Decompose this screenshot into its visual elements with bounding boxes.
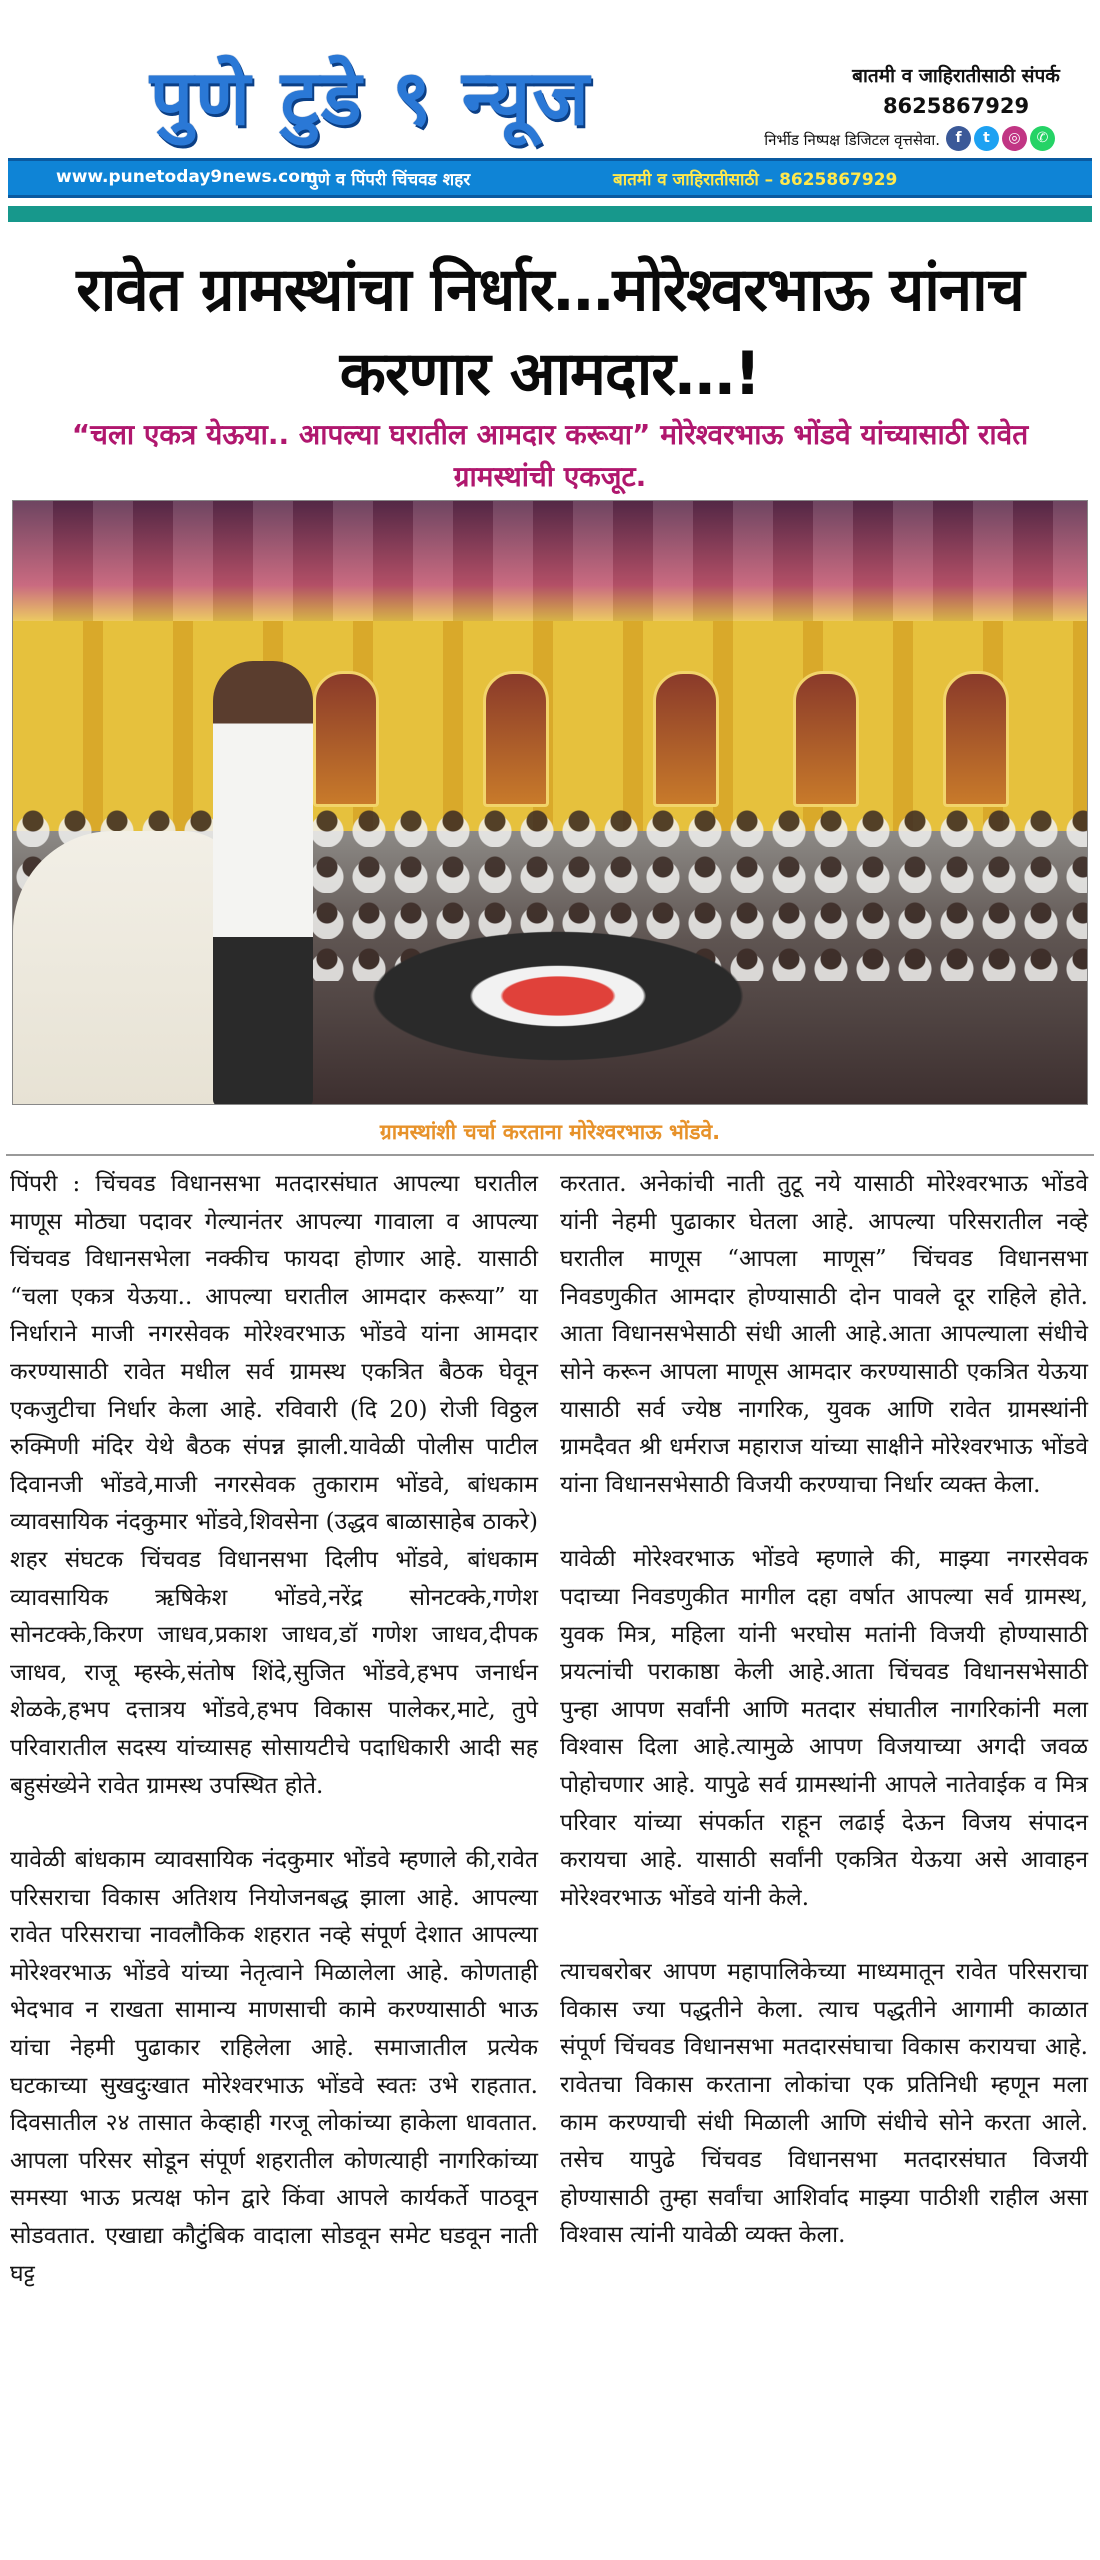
info-bar	[8, 158, 1092, 198]
instagram-icon[interactable]: ◎	[1002, 126, 1027, 151]
article-paragraph: पिंपरी : चिंचवड विधानसभा मतदारसंघात आपल्या घरातील माणूस मोठ्या पदावर गेल्यानंतर आपल्या गावाला व आपल्या चिंचवड विधानसभेला नक्कीच फायदा होणार आहे. यासाठी “चला एकत्र येऊया.. आपल्या घरातील आमदार करूया” या निर्धाराने माजी नगरसेवक मोरेश्वरभाऊ भोंडवे यांना आमदार करण्यासाठी रावेत मधील सर्व ग्रामस्थ एकत्रित बैठक घेवून एकजुटीचा निर्धार केला आहे. रविवारी (दि 20) रोजी विठ्ठल रुक्मिणी मंदिर येथे बैठक संपन्न झाली.यावेळी पोलीस पाटील दिवानजी भोंडवे,माजी नगरसेवक तुकाराम भोंडवे, बांधकाम व्यावसायिक नंदकुमार भोंडवे,शिवसेना (उद्धव बाळासाहेब ठाकरे) शहर संघटक चिंचवड विधानसभा दिलीप भोंडवे, बांधकाम व्यावसायिक ऋषिकेश भोंडवे,नरेंद्र सोनटक्के,गणेश सोनटक्के,किरण जाधव,प्रकाश जाधव,डॉ गणेश जाधव,दीपक जाधव, राजू म्हस्के,संतोष शिंदे,सुजित भोंडवे,हभप जनार्धन शेळके,हभप दत्तात्रय भोंडवे,हभप विकास पालेकर,माटे, तुपे परिवारातील सदस्य यांच्यासह सोसायटीचे पदाधिकारी आदी सह बहुसंख्येने रावेत ग्रामस्थ उपस्थित होते.	[10, 1171, 538, 1799]
article-column-right	[560, 1166, 1088, 2292]
divider-line	[6, 1154, 1094, 1156]
contact-title: बातमी व जाहिरातीसाठी संपर्क	[852, 65, 1060, 87]
social-icons	[946, 126, 1055, 154]
article-column-left	[10, 1166, 538, 2330]
photo-shrine	[483, 671, 549, 807]
city-label: पुणे व पिंपरी चिंचवड शहर	[308, 170, 471, 190]
article-subheadline: “चला एकत्र येऊया.. आपल्या घरातील आमदार करूया” मोरेश्वरभाऊ भोंडवे यांच्यासाठी रावेत ग्रामस्थांची एकजूट.	[71, 418, 1029, 493]
photo-speaker	[213, 661, 313, 1105]
divider-bar	[8, 206, 1092, 222]
brand-logo[interactable]: पुणे टुडे ९ न्यूज	[150, 53, 591, 142]
twitter-icon[interactable]: t	[974, 126, 999, 151]
website-link[interactable]: www.punetoday9news.com	[56, 167, 318, 187]
article-photo	[12, 500, 1088, 1105]
photo-shrine	[943, 671, 1009, 807]
photo-person	[13, 831, 243, 1105]
photo-shrine	[793, 671, 859, 807]
article-paragraph: यावेळी बांधकाम व्यावसायिक नंदकुमार भोंडवे म्हणाले की,रावेत परिसराचा विकास अतिशय नियोजनबद्ध झाला आहे. आपल्या रावेत परिसराचा नावलौकिक शहरात नव्हे संपूर्ण देशात आपल्या मोरेश्वरभाऊ भोंडवे यांच्या नेतृत्वाने मिळालेला आहे. कोणताही भेदभाव न राखता सामान्य माणसाची कामे करण्यासाठी भाऊ यांचा नेहमी पुढाकार राहिलेला आहे. समाजातील प्रत्येक घटकाच्या सुखदुःखात मोरेश्वरभाऊ भोंडवे स्वतः उभे राहतात. दिवसातील २४ तासात केव्हाही गरजू लोकांच्या हाकेला धावतात. आपला परिसर सोडून संपूर्ण शहरातील कोणत्याही नागरिकांच्या समस्या भाऊ प्रत्यक्ष फोन द्वारे किंवा आपले कार्यकर्ते पाठवून सोडवतात. एखाद्या कौटुंबिक वादाला सोडवून समेट घडवून नाती घट्ट	[10, 1847, 538, 2287]
article-headline: रावेत ग्रामस्थांचा निर्धार…मोरेश्वरभाऊ यांनाच करणार आमदार…!	[76, 255, 1024, 409]
contact-phone[interactable]: 8625867929	[882, 94, 1030, 118]
news-contact-label: बातमी व जाहिरातीसाठी – 8625867929	[613, 170, 898, 190]
photo-shrine	[653, 671, 719, 807]
whatsapp-icon[interactable]: ✆	[1030, 126, 1055, 151]
photo-shrine	[313, 671, 379, 807]
photo-ceiling	[13, 501, 1087, 621]
photo-rangoli	[343, 921, 773, 1071]
masthead	[0, 0, 1100, 158]
facebook-icon[interactable]: f	[946, 126, 971, 151]
tagline: निर्भीड निष्पक्ष डिजिटल वृत्तसेवा.	[764, 131, 940, 149]
article-paragraph: त्याचबरोबर आपण महापालिकेच्या माध्यमातून रावेत परिसराचा विकास ज्या पद्धतीने केला. त्याच पद्धतीने आगामी काळात संपूर्ण चिंचवड विधानसभा मतदारसंघाचा विकास करायचा आहे. रावेतचा विकास करताना लोकांचा एक प्रतिनिधी म्हणून मला काम करण्याची संधी मिळाली आणि संधीचे सोने करता आले. तसेच यापुढे चिंचवड विधानसभा मतदारसंघात विजयी होण्यासाठी तुम्हा सर्वांचा आशिर्वाद माझ्या पाठीशी राहील असा विश्वास त्यांनी यावेळी व्यक्त केला.	[560, 1959, 1088, 2249]
article-paragraph: करतात. अनेकांची नाती तुटू नये यासाठी मोरेश्वरभाऊ भोंडवे यांनी नेहमी पुढाकार घेतला आहे. आपल्या परिसरातील नव्हे घरातील माणूस “आपला माणूस” चिंचवड विधानसभा निवडणुकीत आमदार होण्यासाठी दोन पावले दूर राहिले होते. आता विधानसभेसाठी संधी आली आहे.आता आपल्याला संधीचे सोने करून आपला माणूस आमदार करण्यासाठी एकत्रित येऊया यासाठी सर्व ज्येष्ठ नागरिक, युवक आणि रावेत ग्रामस्थांनी ग्रामदैवत श्री धर्मराज महाराज यांच्या साक्षीने मोरेश्वरभाऊ भोंडवे यांना विधानसभेसाठी विजयी करण्याचा निर्धार व्यक्त केला.	[560, 1171, 1088, 1498]
article-paragraph: यावेळी मोरेश्वरभाऊ भोंडवे म्हणाले की, माझ्या नगरसेवक पदाच्या निवडणुकीत मागील दहा वर्षात आपल्या सर्व ग्रामस्थ, युवक मित्र, महिला यांनी भरघोस मतांनी विजयी होण्यासाठी प्रयत्नांची पराकाष्ठा केली आहे.आता चिंचवड विधानसभेसाठी पुन्हा आपण सर्वांनी आणि मतदार संघातील नागरिकांनी मला विश्वास दिला आहे.त्यामुळे आपण विजयाच्या अगदी जवळ पोहोचणार आहे. यापुढे सर्व ग्रामस्थांनी आपले नातेवाईक व मित्र परिवार यांच्या संपर्कात राहून लढाई देऊन विजय संपादन करायचा आहे. यासाठी सर्वांनी एकत्रित येऊया असे आवाहन मोरेश्वरभाऊ भोंडवे यांनी केले.	[560, 1546, 1088, 1911]
photo-caption: ग्रामस्थांशी चर्चा करताना मोरेश्वरभाऊ भोंडवे.	[379, 1120, 721, 1144]
